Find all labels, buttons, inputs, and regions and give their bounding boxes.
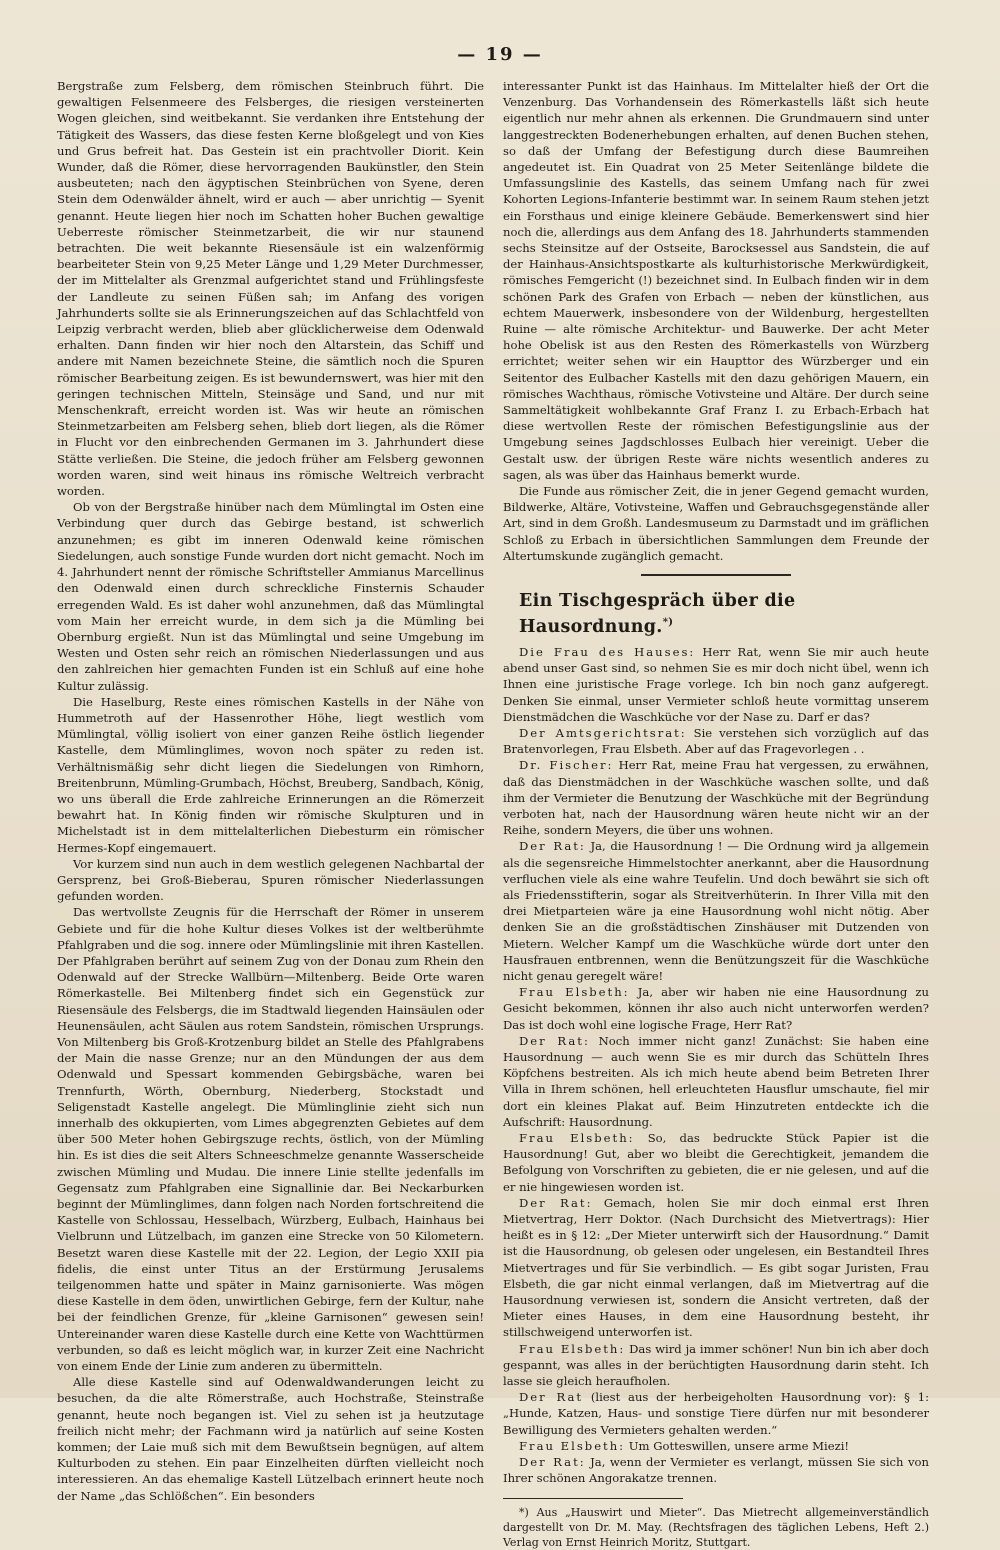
dialogue-text: Noch immer nicht ganz! Zunächst: Sie haben eine Hausordnung — auch wenn Sie es mir durch das Schütteln Ihres Köpfchens bestreiten. Als ich mich heute abend beim Betreten Ihrer Villa in Ihrem schönen, hell erleuchteten Hausflur umschaute, fiel mir dort ein kleines Plakat auf. Beim Hinzutreten entdeckte ich die Aufschrift: Hausordnung. xyxy=(503,1033,929,1129)
dialogue-line xyxy=(503,1341,929,1390)
speaker-name: Frau Elsbeth: xyxy=(519,1438,626,1453)
paragraph: Bergstraße zum Felsberg, dem römischen Steinbruch führt. Die gewaltigen Felsenmeere des Felsberges, die riesigen versteinerten Wogen gleichen, sind weitbekannt. Sie verdanken ihre Entstehung der Tätigkeit des Wassers, das diese festen Kerne bloßgelegt und von Kies und Grus befreit hat. Das Gestein ist ein prachtvoller Diorit. Kein Wunder, daß die Römer, diese hervorragenden Baukünstler, den Stein ausbeuteten; nach den ägyptischen Steinbrüchen von Syene, deren Stein dem Odenwälder ähnelt, wird er auch — aber unrichtig — Syenit genannt. Heute liegen hier noch im Schatten hoher Buchen gewaltige Ueberreste römischer Steinmetzarbeit, die wir nur staunend betrachten. Die weit bekannte Riesensäule ist ein walzenförmig bearbeiteter Stein von 9,25 Meter Länge und 1,29 Meter Durchmesser, der im Mittelalter als Grenzmal aufgerichtet stand und Frühlingsfeste der Landleute zu seinen Füßen sah; im Anfang des vorigen Jahrhunderts sollte sie als Erinnerungszeichen auf das Schlachtfeld von Leipzig verbracht werden, blieb aber glücklicherweise dem Odenwald erhalten. Dann finden wir hier noch den Altarstein, das Schiff und andere mit Namen bezeichnete Steine, die sämtlich noch die Spuren römischer Bearbeitung zeigen. Es ist bewundernswert, was hier mit den geringen technischen Mitteln, Steinsäge und Sand, und nur mit Menschenkraft, erreicht worden ist. Was wir heute an römischen Steinmetzarbeiten am Felsberg sehen, blieb dort liegen, als die Römer in Flucht vor den einbrechenden Germanen im 3. Jahrhundert diese Stätte verließen. Die Steine, die jedoch früher am Felsberg gewonnen worden waren, sind weit hinaus ins römische Weltreich verbracht worden. xyxy=(57,79,484,499)
dialogue-text: Um Gotteswillen, unsere arme Miezi! xyxy=(625,1438,850,1453)
dialogue-line xyxy=(503,1130,929,1195)
dialogue-line xyxy=(503,838,929,984)
speaker-name: Frau Elsbeth: xyxy=(519,1341,626,1356)
paragraph: interessanter Punkt ist das Hainhaus. Im Mittelalter hieß der Ort die Venzenburg. Das Vorhandensein des Römerkastells läßt sich heute eigentlich nur mehr ahnen als erkennen. Die Grundmauern sind unter langgestreckten Bodenerhebungen erhalten, auf denen Buchen stehen, so daß der Umfang der Befestigung durch diese Baumreihen angedeutet ist. Ein Quadrat von 25 Meter Seitenlänge bildete die Umfassungslinie des Kastells, das seinem Umfang nach für zwei Kohorten Legions-Infanterie bestimmt war. In seinem Raum stehen jetzt ein Forsthaus und einige kleinere Gebäude. Bemerkenswert sind hier noch die, allerdings aus dem Anfang des 18. Jahrhunderts stammenden sechs Steinsitze auf der Ostseite, Barocksessel aus Sandstein, die auf der Hainhaus-Ansichtspostkarte als kulturhistorische Merkwürdigkeit, römisches Femgericht (!) bezeichnet sind. In Eulbach finden wir in dem schönen Park des Grafen von Erbach — neben der künstlichen, aus echtem Mauerwerk, insbesondere von der Wildenburg, hergestellten Ruine — alte römische Architektur- und Bauwerke. Der acht Meter hohe Obelisk ist aus den Resten des Römerkastells von Würzberg errichtet; weiter sehen wir ein Haupttor des Würzberger und ein Seitentor des Eulbacher Kastells mit den dazu gehörigen Mauern, ein römisches Wachthaus, römische Votivsteine und Altäre. Der durch seine Sammeltätigkeit wohlbekannte Graf Franz I. zu Erbach-Erbach hat diese wertvollen Reste der römischen Befestigungslinie aus der Umgebung seines Jagdschlosses Eulbach hier vereinigt. Ueber die Gestalt usw. der übrigen Reste wäre nichts wesentlich anderes zu sagen, als was über das Hainhaus bemerkt wurde. xyxy=(503,79,929,482)
speaker-name: Frau Elsbeth: xyxy=(519,985,630,1000)
dialogue-text: Ja, wenn der Vermieter es verlangt, müssen Sie sich von Ihrer schönen Angorakatze trennen. xyxy=(503,1455,929,1486)
dialogue-line xyxy=(503,644,929,725)
speaker-name: Der Rat xyxy=(519,1390,584,1405)
dialogue-text: Herr Rat, meine Frau hat vergessen, zu erwähnen, daß das Dienstmädchen in der Waschküche waschen sollte, und daß ihm der Vermieter die Benutzung der Waschküche mit der Begründung verboten hat, nach der Hausordnung wären heute nicht wir an der Reihe, sondern Meyers, die über uns wohnen. xyxy=(503,758,929,838)
left-column xyxy=(57,78,484,1504)
speaker-name: Frau Elsbeth: xyxy=(519,1131,635,1146)
dialogue-line xyxy=(503,1195,929,1341)
speaker-name: Der Amtsgerichtsrat: xyxy=(519,725,687,740)
footnote-marker: *) xyxy=(662,617,674,629)
dialogue-text: Gemach, holen Sie mir doch einmal erst Ihren Mietvertrag, Herr Doktor. (Nach Durchsicht des Mietvertrags): Hier heißt es in § 12: „Der Mieter unterwirft sich der Hausordnung.“ Damit ist die Hausordnung, ob gelesen oder ungelesen, ein Bestandteil Ihres Mietvertrages und für Sie verbindlich. — Es gibt sogar Juristen, Frau Elsbeth, die gar nicht einmal verlangen, daß im Mietvertrag auf die Hausordnung verwiesen ist, sondern die Ansicht vertreten, daß der Mieter eines Hauses, in dem eine Hausordnung besteht, ihr stillschweigend unterworfen ist. xyxy=(503,1195,930,1340)
dialogue-line xyxy=(503,1438,929,1454)
dialogue-text: Sie verstehen sich vorzüglich auf das Bratenvorlegen, Frau Elsbeth. Aber auf das Fragevorlegen . . xyxy=(503,725,929,757)
footnote: *) Aus „Hauswirt und Mieter“. Das Mietrecht allgemeinverständlich dargestellt von Dr. M. May. (Rechtsfragen des täglichen Lebens, Heft 2.) Verlag von Ernst Heinrich Moritz, Stuttgart. xyxy=(503,1506,929,1550)
section-divider xyxy=(641,574,791,576)
dialogue-line xyxy=(503,984,929,1033)
paragraph: Alle diese Kastelle sind auf Odenwaldwanderungen leicht zu besuchen, da die alte Römerstraße, auch Hochstraße, Steinstraße genannt, heute noch begangen ist. Viel zu sehen ist ja heutzutage freilich nicht mehr; der Fachmann wird ja natürlich auf seine Kosten kommen; der Laie muß sich mit dem Bewußtsein begnügen, auf altem Kulturboden zu stehen. Ein paar Einzelheiten dürften vielleicht noch interessieren. An das ehemalige Kastell Lützelbach erinnert heute noch der Name „das Schlößchen“. Ein besonders xyxy=(57,1375,484,1503)
paragraph: Ob von der Bergstraße hinüber nach dem Mümlingtal im Osten eine Verbindung quer durch das Gebirge bestand, ist schwerlich anzunehmen; es gibt im inneren Odenwald keine römischen Siedelungen, auch sonstige Funde wurden dort nicht gemacht. Noch im 4. Jahrhundert nennt der römische Schriftsteller Ammianus Marcellinus den Odenwald einen durch schreckliche Finsternis Schauder erregenden Wald. Es ist daher wohl anzunehmen, daß das Mümlingtal vom Main her erreicht wurde, in dem sich ja die Mümling bei Obernburg ergießt. Nun ist das Mümlingtal und seine Umgebung im Westen und Osten sehr reich an römischen Niederlassungen und aus den zahlreichen hier gemachten Funden ist ein Schluß auf eine hohe Kultur zulässig. xyxy=(57,500,484,693)
speaker-name: Dr. Fischer: xyxy=(519,758,614,773)
paragraph: Vor kurzem sind nun auch in dem westlich gelegenen Nachbartal der Gersprenz, bei Groß-Bieberau, Spuren römischer Niederlassungen gefunden worden. xyxy=(57,856,484,904)
speaker-name: Der Rat: xyxy=(519,1195,593,1210)
speaker-name: Der Rat: xyxy=(519,1033,590,1048)
article-title: Ein Tischgespräch über die Hausordnung.*) xyxy=(519,591,796,637)
dialogue-text: So, das bedruckte Stück Papier ist die Hausordnung! Gut, aber wo bleibt die Gerechtigkeit, jemandem die Befolgung von Vorschriften zu gebieten, die er nie gelesen, und auf die er nie hingewiesen worden ist. xyxy=(503,1131,930,1194)
speaker-name: Der Rat: xyxy=(519,839,586,854)
dialogue-text: Herr Rat, wenn Sie mir auch heute abend unser Gast sind, so nehmen Sie es mir doch nicht übel, wenn ich Ihnen eine juristische Frage vorlege. Ich bin noch ganz aufgeregt. Denken Sie einmal, unser Vermieter schloß heute vormittag unserem Dienstmädchen die Waschküche vor der Nase zu. Darf er das? xyxy=(503,644,930,724)
right-column xyxy=(503,78,929,1550)
paragraph: Die Funde aus römischer Zeit, die in jener Gegend gemacht wurden, Bildwerke, Altäre, Votivsteine, Waffen und Gebrauchsgegenstände aller Art, sind in dem Großh. Landesmuseum zu Darmstadt und im gräflichen Schloß zu Erbach in übersichtlichen Sammlungen dem Freunde der Altertumskunde zugänglich gemacht. xyxy=(503,484,929,563)
paragraph: Das wertvollste Zeugnis für die Herrschaft der Römer in unserem Gebiete und für die hohe Kultur dieses Volkes ist der weltberühmte Pfahlgraben und die sog. innere oder Mümlingslinie mit ihren Kastellen. Der Pfahlgraben berührt auf seinem Zug von der Donau zum Rhein den Odenwald auf der Strecke Wallbürn—Miltenberg. Beide Orte waren Römerkastelle. Bei Miltenberg findet sich ein Gegenstück zur Riesensäule des Felsbergs, die im Stadtwald liegenden Hainsäulen oder Heunensäulen, acht Säulen aus rotem Sandstein, römischen Ursprungs. Von Miltenberg bis Groß-Krotzenburg bildet an Stelle des Pfahlgrabens der Main die nasse Grenze; nur an den Mündungen der aus dem Odenwald und Spessart kommenden Gebirgsbäche, waren bei Trennfurth, Wörth, Obernburg, Niederberg, Stockstadt und Seligenstadt Kastelle angelegt. Die Mümlinglinie zieht sich nun innerhalb des okkupierten, vom Limes abgegrenzten Gebietes auf dem über 500 Meter hohen Gebirgszuge rechts, östlich, von der Mümling hin. Es ist dies die seit Alters Schneeschmelze genannte Wasserscheide zwischen Mümling und Mudau. Die innere Linie stellte jedenfalls im Gegensatz zum Pfahlgraben eine Signallinie dar. Bei Neckarburken beginnt der Mümlinglimes, dann folgen nach Norden fortschreitend die Kastelle von Schlossau, Hesselbach, Würzberg, Eulbach, Hainhaus bei Vielbrunn und Lützelbach, im ganzen eine Strecke von 50 Kilometern. Besetzt waren diese Kastelle mit der 22. Legion, der Legio XXII pia fidelis, die einst unter Titus an der Erstürmung Jerusalems teilgenommen hatte und später in Mainz garnisonierte. Was mögen diese Kastelle in dem öden, unwirtlichen Gebirge, fern der Kultur, nahe bei der feindlichen Grenze, für „kleine Garnisonen“ gewesen sein! Untereinander waren diese Kastelle durch eine Kette von Wachttürmen verbunden, so daß es leicht möglich war, in kurzer Zeit eine Nachricht von einem Ende der Linie zum anderen zu übermitteln. xyxy=(57,905,484,1374)
dialogue-line xyxy=(503,1454,929,1486)
paragraph: Die Haselburg, Reste eines römischen Kastells in der Nähe von Hummetroth auf der Hassenrother Höhe, liegt westlich vom Mümlingtal, völlig isoliert von einer ganzen Reihe östlich liegender Kastelle, dem Mümlinglimes, wovon noch später zu reden ist. Verhältnismäßig sehr dicht liegen die Siedelungen von Rimhorn, Breitenbrunn, Mümling-Grumbach, Höchst, Breuberg, Sandbach, König, wo uns überall die Erde zahlreiche Erinnerungen an die Römerzeit bewahrt hat. In König finden wir römische Skulpturen und in Michelstadt ist in dem mittelalterlichen Diebesturm ein römischer Hermes-Kopf eingemauert. xyxy=(57,694,484,855)
dialogue-text: Das wird ja immer schöner! Nun bin ich aber doch gespannt, was alles in der berüchtigten Hausordnung darin steht. Ich lasse sie gleich heraufholen. xyxy=(503,1341,929,1389)
dialogue-line xyxy=(503,1033,929,1130)
dialogue-text: Ja, die Hausordnung ! — Die Ordnung wird ja allgemein als die segensreiche Himmelstochter anerkannt, aber die Hausordnung verfluchen viele als eine wahre Teufelin. Und doch bewährt sie sich oft als Friedensstifterin, sogar als Streitverhüterin. In Ihrer Villa mit den drei Mietparteien wäre ja eine Hausordnung wohl nicht nötig. Aber denken Sie an die großstädtischen Zinshäuser mit Dutzenden von Mietern. Welcher Kampf um die Waschküche würde dort unter den Hausfrauen entbrennen, wenn die Benützungszeit für die Waschküche nicht genau geregelt wäre! xyxy=(503,839,930,983)
dialogue-text: (liest aus der herbeigeholten Hausordnung vor): § 1: „Hunde, Katzen, Haus- und sonstige Tiere dürfen nur mit besonderer Bewilligung des Vermieters gehalten werden.“ xyxy=(503,1390,929,1437)
footnote-divider xyxy=(503,1498,683,1499)
speaker-name: Der Rat: xyxy=(519,1455,586,1470)
dialogue-line xyxy=(503,1389,929,1438)
dialogue-line xyxy=(503,757,929,838)
speaker-name: Die Frau des Hauses: xyxy=(519,644,696,659)
dialogue-line xyxy=(503,725,929,757)
page-number: — 19 — xyxy=(457,44,543,65)
dialogue-text: Ja, aber wir haben nie eine Hausordnung zu Gesicht bekommen, können ihr also auch nicht unterworfen werden? Das ist doch wohl eine logische Frage, Herr Rat? xyxy=(503,985,929,1032)
